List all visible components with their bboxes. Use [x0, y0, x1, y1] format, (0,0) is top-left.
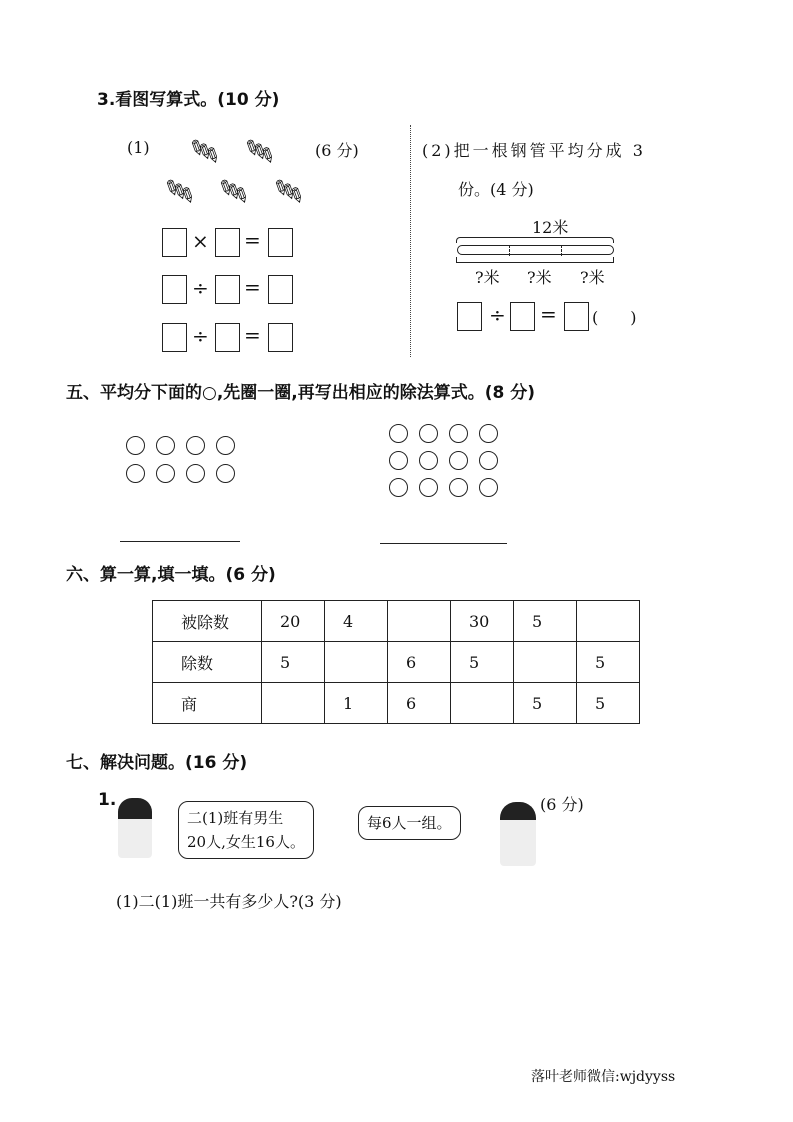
table-cell[interactable] — [325, 642, 388, 683]
circle-icon[interactable] — [419, 451, 438, 470]
circle-icon[interactable] — [419, 424, 438, 443]
footer-note: 落叶老师微信:wjdyyss — [531, 1069, 676, 1085]
piece-label: ?米 — [580, 268, 605, 287]
equals-sign: = — [540, 302, 557, 326]
answer-box[interactable] — [215, 323, 240, 352]
table-cell[interactable] — [514, 642, 577, 683]
circle-icon[interactable] — [216, 464, 235, 483]
table-cell: 5 — [577, 683, 640, 724]
section6-title: 六、算一算,填一填。(6 分) — [66, 565, 276, 585]
pencil-icon: ✎✎✎ — [184, 133, 219, 167]
pencil-icon: ✎✎✎ — [159, 173, 194, 207]
pipe-divider — [561, 245, 562, 256]
divider — [410, 125, 411, 357]
equals-sign: = — [244, 323, 261, 347]
section5-title: 五、平均分下面的○,先圈一圈,再写出相应的除法算式。(8 分) — [66, 383, 536, 403]
equals-sign: = — [244, 228, 261, 252]
table-cell: 6 — [388, 683, 451, 724]
divide-sign: ÷ — [192, 324, 209, 348]
steel-pipe — [457, 245, 614, 255]
part1-label: (1) — [127, 138, 150, 157]
row-header: 被除数 — [153, 601, 262, 642]
table-row — [153, 642, 640, 683]
answer-box[interactable] — [268, 323, 293, 352]
answer-box[interactable] — [215, 275, 240, 304]
circle-icon[interactable] — [186, 436, 205, 455]
table-cell[interactable] — [262, 683, 325, 724]
table-cell: 5 — [451, 642, 514, 683]
answer-box[interactable] — [457, 302, 482, 331]
answer-box[interactable] — [268, 275, 293, 304]
part2-line1: (2)把一根钢管平均分成 3 — [422, 141, 646, 160]
circle-icon[interactable] — [126, 436, 145, 455]
pipe-length: 12米 — [532, 218, 569, 237]
boy-speech-bubble: 每6人一组。 — [358, 806, 461, 840]
answer-line[interactable] — [120, 541, 240, 542]
table-cell: 4 — [325, 601, 388, 642]
pencil-icon: ✎✎✎ — [268, 173, 303, 207]
circle-icon[interactable] — [186, 464, 205, 483]
answer-line[interactable] — [380, 543, 507, 544]
equals-sign: = — [244, 275, 261, 299]
division-table — [152, 600, 640, 724]
table-cell[interactable] — [388, 601, 451, 642]
answer-box[interactable] — [162, 228, 187, 257]
circle-icon[interactable] — [449, 478, 468, 497]
circle-icon[interactable] — [449, 424, 468, 443]
bubble-line: 二(1)班有男生 — [187, 809, 284, 827]
question-number: 1. — [98, 790, 117, 810]
part2-line2: 份。(4 分) — [458, 180, 534, 199]
table-cell: 5 — [262, 642, 325, 683]
circle-icon[interactable] — [126, 464, 145, 483]
table-cell: 1 — [325, 683, 388, 724]
piece-label: ?米 — [475, 268, 500, 287]
table-cell: 6 — [388, 642, 451, 683]
q1-score: (6 分) — [540, 795, 584, 814]
circle-icon[interactable] — [156, 436, 175, 455]
circle-icon[interactable] — [156, 464, 175, 483]
circle-icon[interactable] — [216, 436, 235, 455]
table-cell: 20 — [262, 601, 325, 642]
circle-icon[interactable] — [389, 478, 408, 497]
answer-box[interactable] — [510, 302, 535, 331]
pipe-divider — [509, 245, 510, 256]
answer-box[interactable] — [268, 228, 293, 257]
answer-box[interactable] — [215, 228, 240, 257]
pencil-icon: ✎✎✎ — [213, 173, 248, 207]
section7-title: 七、解决问题。(16 分) — [66, 753, 248, 773]
answer-box[interactable] — [162, 275, 187, 304]
answer-box[interactable] — [564, 302, 589, 331]
row-header: 除数 — [153, 642, 262, 683]
table-row — [153, 683, 640, 724]
bottom-brace — [456, 257, 614, 263]
table-cell: 5 — [514, 683, 577, 724]
pencil-icon: ✎✎✎ — [239, 133, 274, 167]
piece-label: ?米 — [527, 268, 552, 287]
part1-score: (6 分) — [315, 141, 359, 160]
sub-question-1: (1)二(1)班一共有多少人?(3 分) — [116, 892, 342, 911]
table-cell[interactable] — [451, 683, 514, 724]
table-cell[interactable] — [577, 601, 640, 642]
boy-illustration — [500, 802, 536, 866]
divide-sign: ÷ — [192, 276, 209, 300]
row-header: 商 — [153, 683, 262, 724]
top-brace — [456, 237, 614, 243]
divide-sign: ÷ — [489, 303, 506, 327]
circle-icon[interactable] — [419, 478, 438, 497]
bubble-line: 20人,女生16人。 — [187, 833, 305, 851]
circle-icon[interactable] — [449, 451, 468, 470]
girl-speech-bubble — [178, 801, 314, 859]
answer-box[interactable] — [162, 323, 187, 352]
girl-illustration — [118, 798, 152, 858]
section3-title: 3.看图写算式。(10 分) — [97, 90, 280, 110]
circle-icon[interactable] — [389, 424, 408, 443]
table-cell: 5 — [577, 642, 640, 683]
table-cell: 5 — [514, 601, 577, 642]
circle-icon[interactable] — [479, 451, 498, 470]
table-cell: 30 — [451, 601, 514, 642]
unit-blank[interactable]: ( ) — [592, 308, 637, 327]
times-sign: × — [192, 229, 209, 253]
circle-icon[interactable] — [389, 451, 408, 470]
circle-icon[interactable] — [479, 424, 498, 443]
table-row — [153, 601, 640, 642]
circle-icon[interactable] — [479, 478, 498, 497]
